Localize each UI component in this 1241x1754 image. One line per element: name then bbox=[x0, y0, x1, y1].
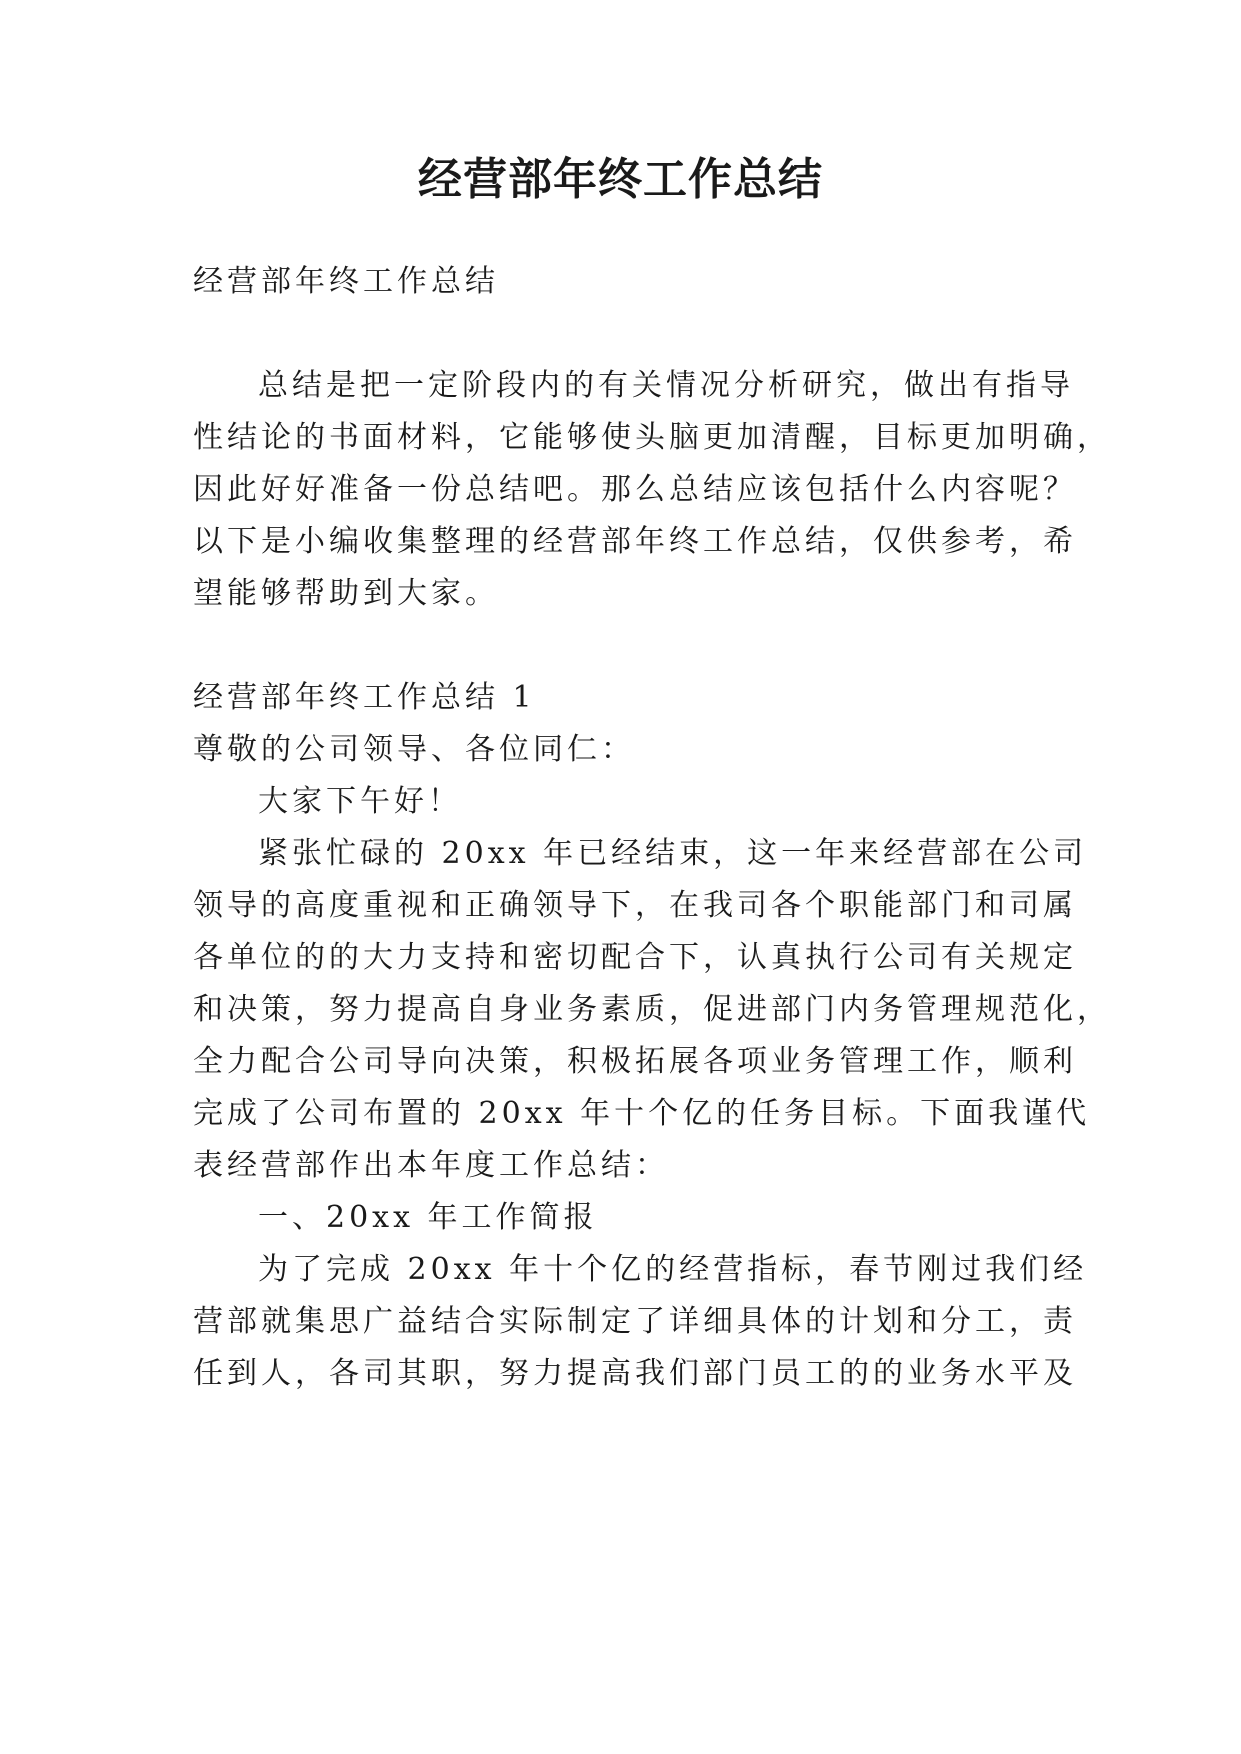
document-subtitle: 经营部年终工作总结 bbox=[193, 264, 499, 299]
document-title: 经营部年终工作总结 bbox=[418, 154, 823, 205]
body-line: 和决策，努力提高自身业务素质，促进部门内务管理规范化， bbox=[193, 992, 1111, 1027]
body-line: 各单位的的大力支持和密切配合下，认真执行公司有关规定 bbox=[193, 940, 1077, 975]
intro-line: 总结是把一定阶段内的有关情况分析研究，做出有指导 bbox=[258, 368, 1074, 403]
intro-line: 以下是小编收集整理的经营部年终工作总结，仅供参考，希 bbox=[193, 524, 1077, 559]
greeting: 大家下午好！ bbox=[258, 784, 462, 819]
salutation: 尊敬的公司领导、各位同仁： bbox=[193, 732, 635, 767]
intro-line: 因此好好准备一份总结吧。那么总结应该包括什么内容呢？ bbox=[193, 472, 1077, 507]
body-line: 领导的高度重视和正确领导下，在我司各个职能部门和司属 bbox=[193, 888, 1077, 923]
body-line: 表经营部作出本年度工作总结： bbox=[193, 1148, 669, 1183]
intro-line: 性结论的书面材料，它能够使头脑更加清醒，目标更加明确， bbox=[193, 420, 1111, 455]
subheading: 一、20xx 年工作简报 bbox=[258, 1200, 598, 1235]
body-line: 全力配合公司导向决策，积极拓展各项业务管理工作，顺利 bbox=[193, 1044, 1077, 1079]
report-line: 为了完成 20xx 年十个亿的经营指标，春节刚过我们经 bbox=[258, 1252, 1088, 1287]
report-line: 营部就集思广益结合实际制定了详细具体的计划和分工，责 bbox=[193, 1304, 1077, 1339]
report-line: 任到人，各司其职，努力提高我们部门员工的的业务水平及 bbox=[193, 1356, 1077, 1391]
body-line: 完成了公司布置的 20xx 年十个亿的任务目标。下面我谨代 bbox=[193, 1096, 1091, 1131]
section-heading: 经营部年终工作总结 1 bbox=[193, 680, 536, 715]
intro-line: 望能够帮助到大家。 bbox=[193, 576, 499, 611]
body-line: 紧张忙碌的 20xx 年已经结束，这一年来经营部在公司 bbox=[258, 836, 1088, 871]
